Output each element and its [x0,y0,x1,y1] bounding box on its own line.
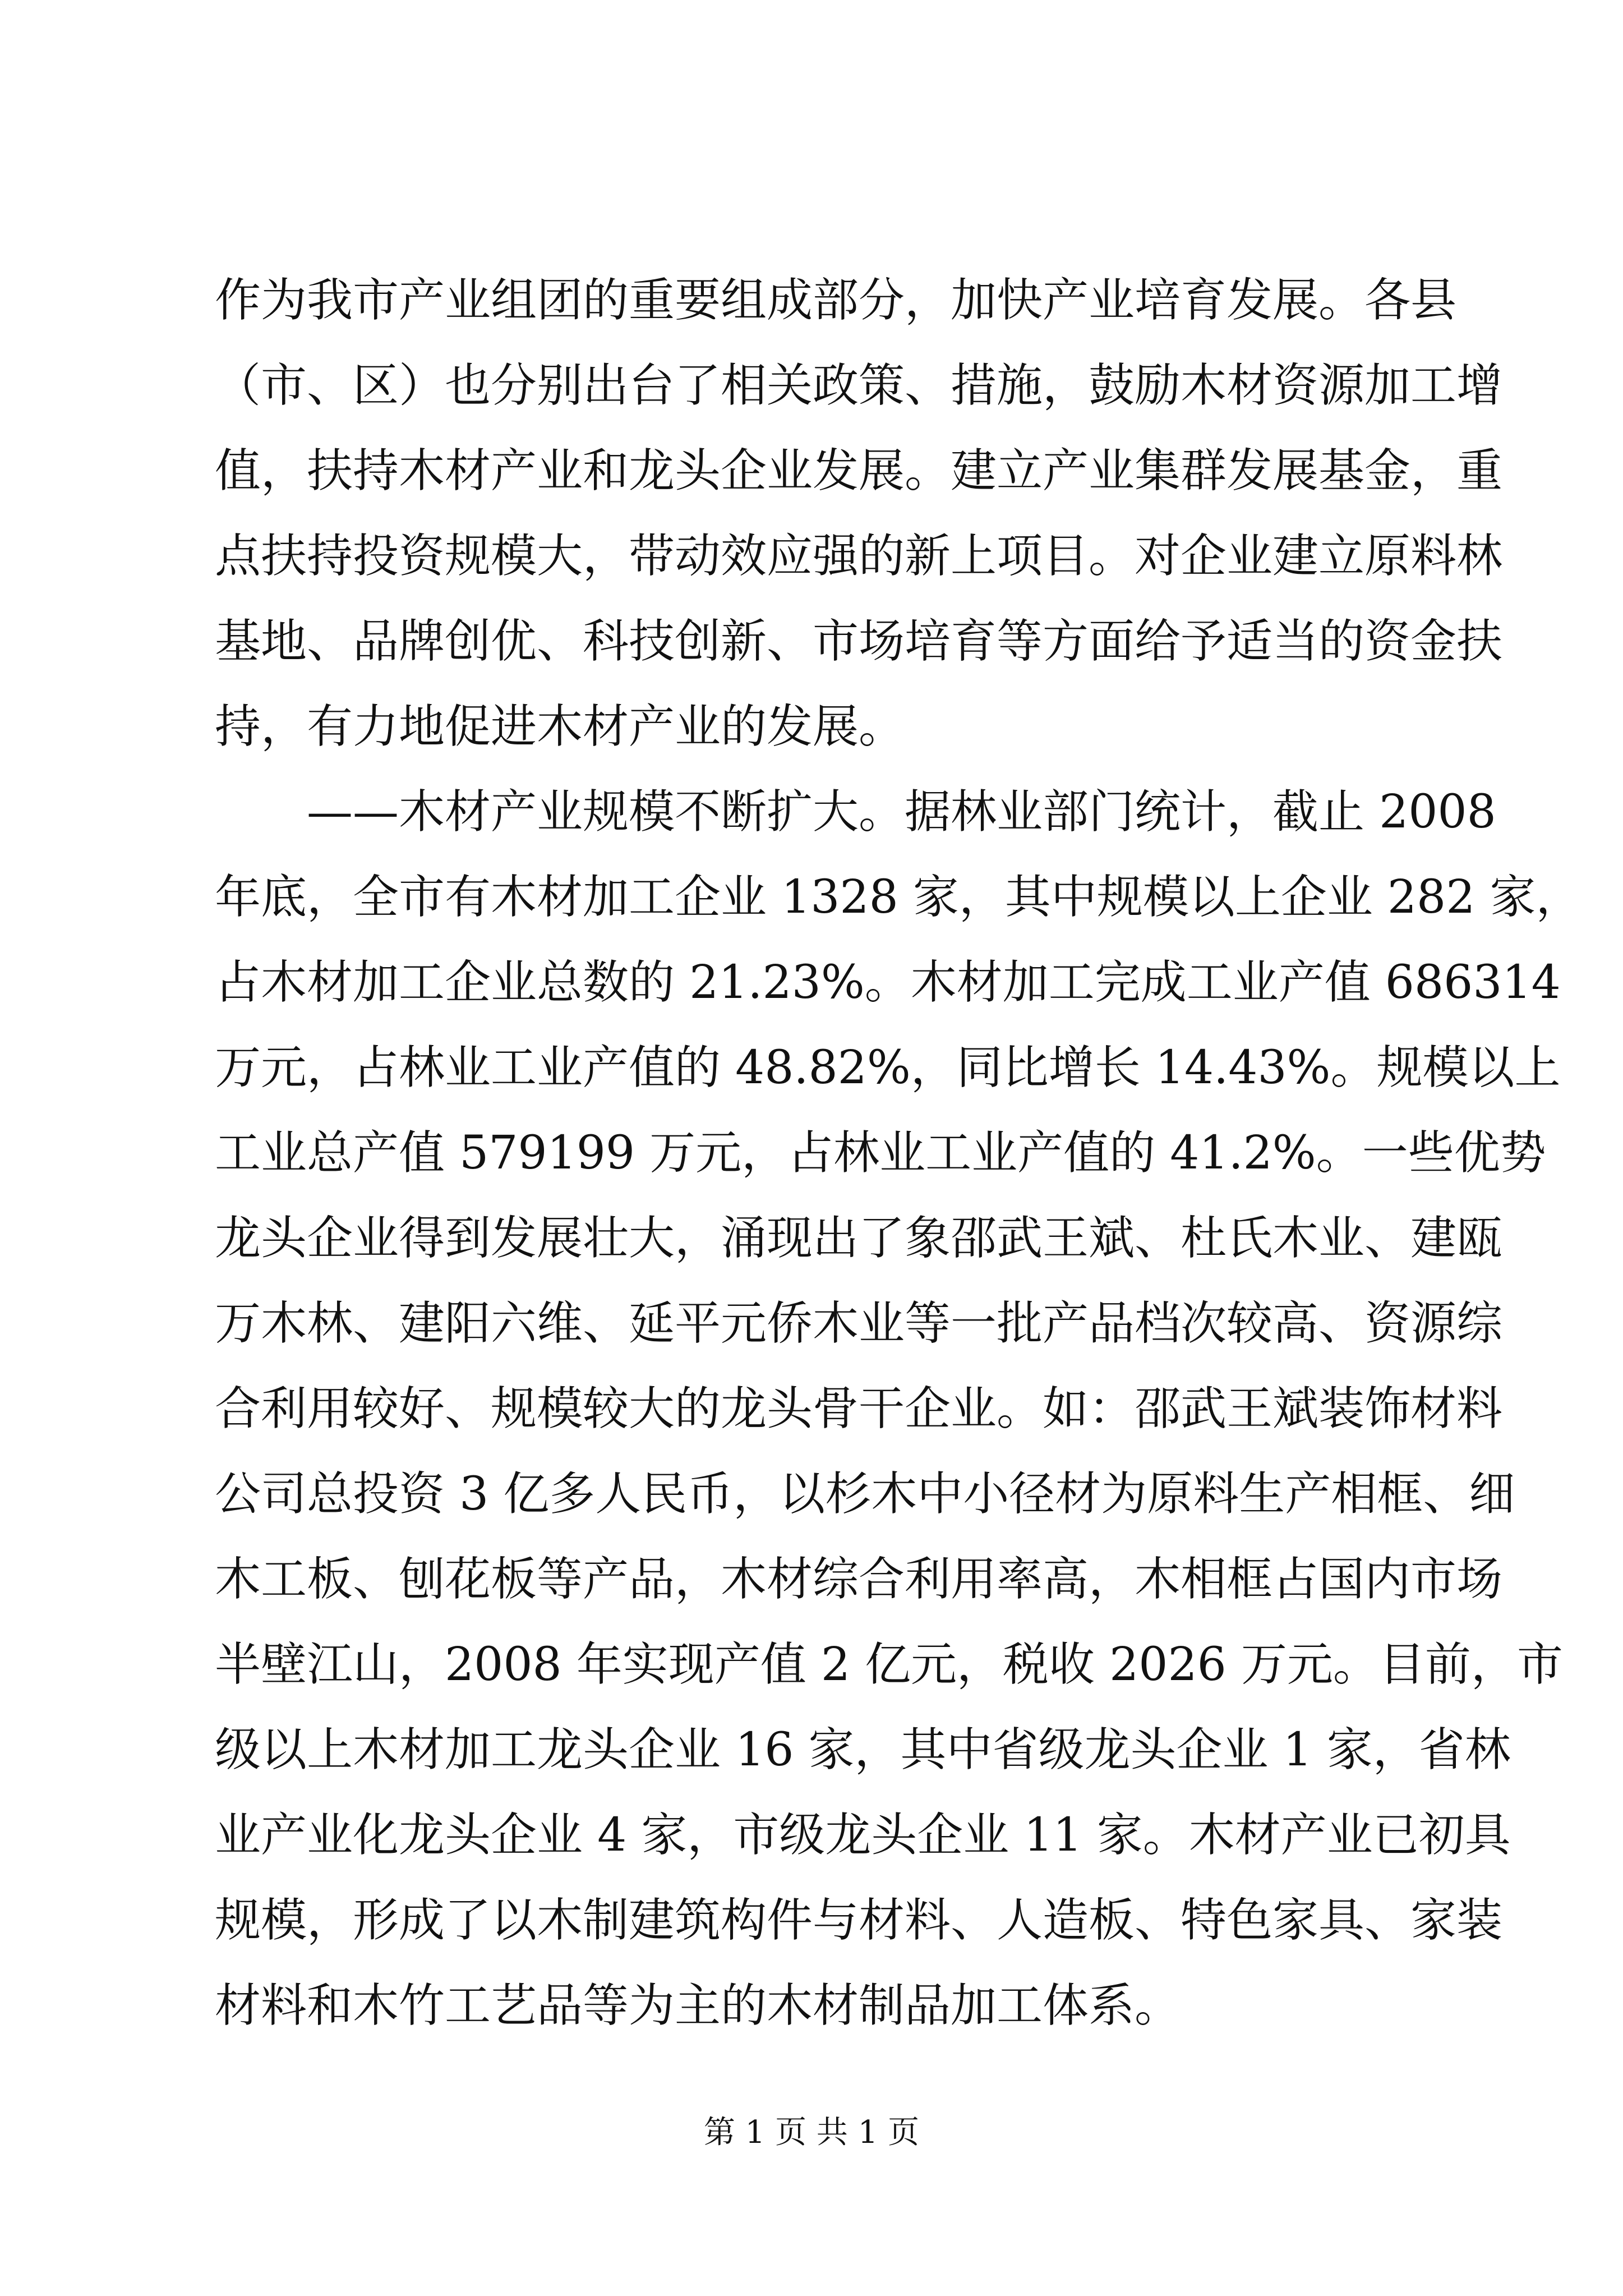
text-line: （市、区）也分别出台了相关政策、措施，鼓励木材资源加工增 [215,359,1503,412]
text-line: 材料和木竹工艺品等为主的木材制品加工体系。 [215,1979,1181,2032]
text-line: 木工板、刨花板等产品，木材综合利用率高，木相框占国内市场 [215,1553,1503,1606]
text-line: ——木材产业规模不断扩大。据林业部门统计，截止 2008 [307,785,1496,839]
text-line: 半壁江山，2008 年实现产值 2 亿元，税收 2026 万元。目前，市 [215,1638,1563,1691]
text-line: 工业总产值 579199 万元，占林业工业产值的 41.2%。一些优势 [215,1126,1546,1180]
text-line: 万元，占林业工业产值的 48.82%，同比增长 14.43%。规模以上 [215,1041,1561,1094]
text-line: 值，扶持木材产业和龙头企业发展。建立产业集群发展基金，重 [215,444,1503,498]
text-line: 持，有力地促进木材产业的发展。 [215,700,905,753]
text-line: 业产业化龙头企业 4 家，市级龙头企业 11 家。木材产业已初具 [215,1809,1511,1862]
paragraph-2 [215,770,1582,2049]
text-line: 万木林、建阳六维、延平元侨木业等一批产品档次较高、资源综 [215,1297,1503,1350]
paragraph-1 [215,258,1503,770]
body-text [215,258,1582,2049]
text-line: 点扶持投资规模大，带动效应强的新上项目。对企业建立原料林 [215,530,1503,583]
text-line: 规模，形成了以木制建筑构件与材料、人造板、特色家具、家装 [215,1894,1503,1947]
text-line: 级以上木材加工龙头企业 16 家，其中省级龙头企业 1 家，省林 [215,1723,1511,1777]
text-line: 作为我市产业组团的重要组成部分，加快产业培育发展。各县 [215,274,1457,327]
text-line: 合利用较好、规模较大的龙头骨干企业。如：邵武王斌装饰材料 [215,1382,1503,1435]
page-number-label: 第 1 页 共 1 页 [703,2114,920,2151]
text-line: 占木材加工企业总数的 21.23%。木材加工完成工业产值 686314 [215,956,1561,1009]
text-line: 公司总投资 3 亿多人民币，以杉木中小径材为原料生产相框、细 [215,1467,1515,1521]
text-line: 龙头企业得到发展壮大，涌现出了象邵武王斌、杜氏木业、建瓯 [215,1212,1503,1265]
text-line: 基地、品牌创优、科技创新、市场培育等方面给予适当的资金扶 [215,615,1503,668]
page-footer [0,2110,1623,2155]
text-line: 年底，全市有木材加工企业 1328 家，其中规模以上企业 282 家， [215,871,1582,924]
